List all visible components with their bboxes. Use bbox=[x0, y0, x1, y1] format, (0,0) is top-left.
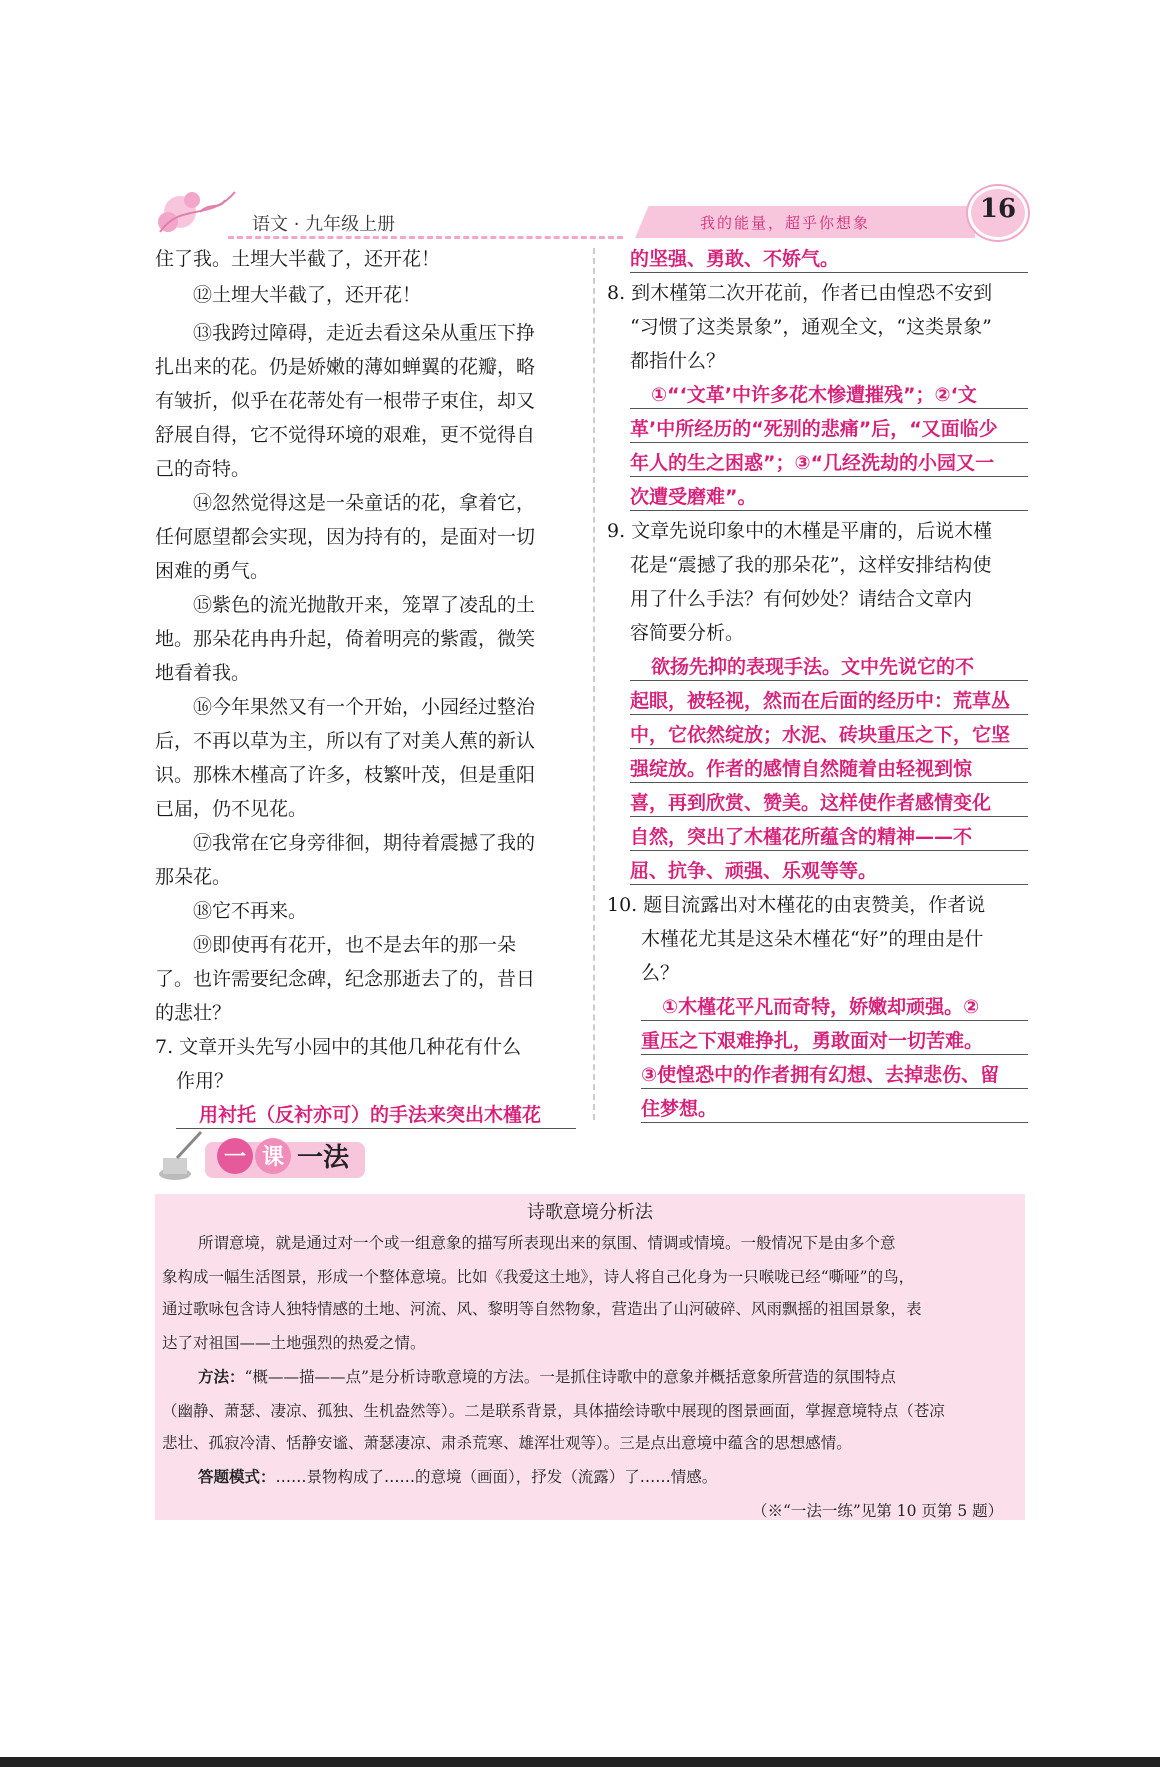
question-7: 7. 文章开头先写小园中的其他几种花有什么 bbox=[155, 1036, 522, 1058]
question-9: 用了什么手法？有何妙处？请结合文章内 bbox=[630, 588, 973, 610]
text-line: 有皱折，似乎在花蒂处有一根带子束住，却又 bbox=[155, 390, 536, 412]
text-line: 地。那朵花冉冉升起，倚着明亮的紫霞，微笑 bbox=[155, 628, 536, 650]
text-line: ⑭忽然觉得这是一朵童话的花，拿着它， bbox=[193, 492, 536, 514]
text-line: 困难的勇气。 bbox=[155, 560, 270, 582]
text-line: 地看着我。 bbox=[155, 662, 251, 684]
answer-underline bbox=[630, 850, 1028, 851]
text-line: 了。也许需要纪念碑，纪念那逝去了的，昔日 bbox=[155, 968, 536, 990]
slogan: 我的能量，超乎你想象 bbox=[700, 214, 871, 232]
lesson-method-badge bbox=[155, 1128, 365, 1184]
method-text: （幽静、萧瑟、凄凉、孤独、生机盎然等）。二是联系背景，具体描绘诗歌中展现的图景画面，掌握意境特点（苍凉 bbox=[162, 1402, 945, 1420]
answer-9: 自然，突出了木槿花所蕴含的精神——不 bbox=[630, 826, 973, 848]
answer-7-cont: 的坚强、勇敢、不娇气。 bbox=[630, 248, 840, 270]
header-divider bbox=[228, 236, 623, 239]
answer-underline bbox=[630, 408, 1028, 409]
floral-ornament-icon bbox=[150, 182, 240, 238]
bottom-edge bbox=[0, 1757, 1160, 1767]
answer-9: 欲扬先抑的表现手法。文中先说它的不 bbox=[651, 656, 975, 678]
answer-underline bbox=[630, 714, 1028, 715]
answer-underline bbox=[630, 884, 1028, 885]
answer-10: 住梦想。 bbox=[641, 1098, 718, 1120]
question-9: 容简要分析。 bbox=[630, 622, 745, 644]
answer-9: 喜，再到欣赏、赞美。这样使作者感情变化 bbox=[630, 792, 992, 814]
method-title: 诗歌意境分析法 bbox=[527, 1202, 653, 1223]
page-number: 16 bbox=[979, 194, 1017, 224]
answer-underline bbox=[641, 1020, 1028, 1021]
method-text: 达了对祖国——土地强烈的热爱之情。 bbox=[162, 1334, 426, 1352]
answer-10: ①木槿花平凡而奇特，娇嫩却顽强。② bbox=[662, 996, 980, 1018]
answer-underline bbox=[641, 1122, 1028, 1123]
text-line: ⑫土埋大半截了，还开花！ bbox=[193, 284, 422, 306]
question-7: 作用？ bbox=[176, 1070, 234, 1092]
answer-8: 年人的生之困惑”；③“几经洗劫的小园又一 bbox=[630, 452, 995, 474]
template-text: ……景物构成了……的意境（画面），抒发（流露）了……情感。 bbox=[275, 1468, 718, 1486]
text-line: 己的奇特。 bbox=[155, 458, 251, 480]
method-text: 通过歌咏包含诗人独特情感的土地、河流、风、黎明等自然物象，营造出了山河破碎、风雨飘摇的祖国景象，表 bbox=[162, 1300, 922, 1318]
answer-7: 用衬托（反衬亦可）的手法来突出木槿花 bbox=[199, 1104, 542, 1126]
text-line: 识。那株木槿高了许多，枝繁叶茂，但是重阳 bbox=[155, 764, 536, 786]
answer-9: 强绽放。作者的感情自然随着由轻视到惊 bbox=[630, 758, 973, 780]
badge-char: 一法 bbox=[296, 1143, 350, 1173]
answer-8: ①“‘文革’中许多花木惨遭摧残”；②‘文 bbox=[651, 384, 977, 406]
answer-underline bbox=[641, 1054, 1028, 1055]
method-text: 象构成一幅生活图景，形成一个整体意境。比如《我爱这土地》，诗人将自己化身为一只喉咙已经“嘶哑”的鸟， bbox=[162, 1268, 915, 1286]
badge-char: 课 bbox=[261, 1145, 285, 1170]
method-label: 方法： bbox=[198, 1368, 245, 1386]
question-9: 花是“震撼了我的那朵花”，这样安排结构使 bbox=[630, 554, 992, 576]
text-line: 任何愿望都会实现，因为持有的，是面对一切 bbox=[155, 526, 536, 548]
question-10: 木槿花尤其是这朵木槿花“好”的理由是什 bbox=[641, 928, 984, 950]
answer-10: ③使惶恐中的作者拥有幻想、去掉悲伤、留 bbox=[641, 1064, 1000, 1086]
method-paragraph bbox=[198, 1370, 896, 1386]
text-line: 后，不再以草为主，所以有了对美人蕉的新认 bbox=[155, 730, 536, 752]
answer-9: 屈、抗争、顽强、乐观等等。 bbox=[630, 860, 878, 882]
answer-underline bbox=[630, 476, 1028, 477]
text-line: 住了我。土埋大半截了，还开花！ bbox=[155, 248, 441, 270]
answer-underline bbox=[630, 816, 1028, 817]
book-title: 语文 · 九年级上册 bbox=[252, 214, 396, 235]
text-line: 扎出来的花。仍是娇嫩的薄如蝉翼的花瓣，略 bbox=[155, 356, 536, 378]
answer-underline bbox=[630, 272, 1028, 273]
question-8: 都指什么？ bbox=[630, 350, 726, 372]
text-line: 舒展自得，它不觉得环境的艰难，更不觉得自 bbox=[155, 424, 536, 446]
answer-underline bbox=[630, 680, 1028, 681]
inkwell-pen-icon bbox=[159, 1132, 201, 1180]
text-line: ⑱它不再来。 bbox=[193, 900, 308, 922]
question-10: 10. 题目流露出对木槿花的由衷赞美，作者说 bbox=[607, 894, 986, 916]
question-8: 8. 到木槿第二次开花前，作者已由惶恐不安到 bbox=[607, 282, 993, 304]
answer-10: 重压之下艰难挣扎，勇敢面对一切苦难。 bbox=[641, 1030, 984, 1052]
question-8: “习惯了这类景象”，通观全文，“这类景象” bbox=[630, 316, 992, 338]
answer-8: 革’中所经历的“死别的悲痛”后，“又面临少 bbox=[630, 418, 998, 440]
question-9: 9. 文章先说印象中的木槿是平庸的，后说木槿 bbox=[607, 520, 993, 542]
template-label: 答题模式： bbox=[198, 1468, 276, 1486]
method-text: “概——描——点”是分析诗歌意境的方法。一是抓住诗歌中的意象并概括意象所营造的氛围特点 bbox=[244, 1368, 896, 1386]
answer-8: 次遭受磨难”。 bbox=[630, 486, 757, 508]
answer-underline bbox=[641, 1088, 1028, 1089]
badge-char: 一 bbox=[223, 1145, 247, 1170]
text-line: ⑯今年果然又有一个开始，小园经过整治 bbox=[193, 696, 536, 718]
answer-9: 起眼，被轻视，然而在后面的经历中：荒草丛 bbox=[630, 690, 1011, 712]
cross-reference-note: （※“一法一练”见第 10 页第 5 题） bbox=[752, 1502, 1004, 1520]
column-divider bbox=[593, 248, 595, 1120]
method-text: 所谓意境，就是通过对一个或一组意象的描写所表现出来的氛围、情调或情境。一般情况下是由多个意 bbox=[198, 1234, 896, 1252]
answer-underline bbox=[630, 442, 1028, 443]
question-10: 么？ bbox=[641, 962, 680, 984]
answer-underline bbox=[630, 510, 1028, 511]
answer-underline bbox=[630, 782, 1028, 783]
template-paragraph bbox=[198, 1470, 717, 1486]
text-line: ⑰我常在它身旁徘徊，期待着震撼了我的 bbox=[193, 832, 536, 854]
answer-underline bbox=[630, 748, 1028, 749]
text-line: 的悲壮？ bbox=[155, 1002, 232, 1024]
text-line: 那朵花。 bbox=[155, 866, 232, 888]
answer-9: 中，它依然绽放；水泥、砖块重压之下，它坚 bbox=[630, 724, 1011, 746]
text-line: ⑮紫色的流光抛散开来，笼罩了凌乱的土 bbox=[193, 594, 536, 616]
text-line: ⑲即使再有花开，也不是去年的那一朵 bbox=[193, 934, 517, 956]
text-line: ⑬我跨过障碍，走近去看这朵从重压下挣 bbox=[193, 322, 536, 344]
method-text: 悲壮、孤寂冷清、恬静安谧、萧瑟凄凉、肃杀荒寒、雄浑壮观等）。三是点出意境中蕴含的思想感情。 bbox=[162, 1434, 852, 1452]
text-line: 已届，仍不见花。 bbox=[155, 798, 308, 820]
